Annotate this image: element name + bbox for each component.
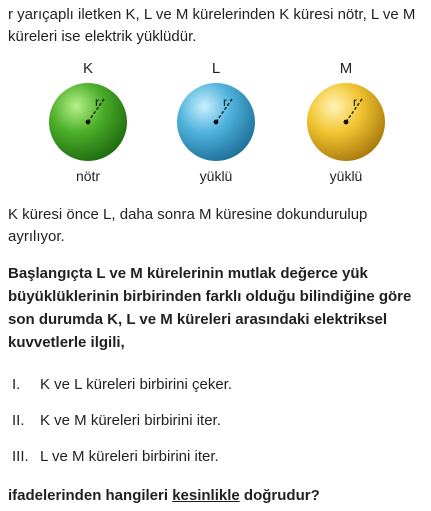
sphere-l	[176, 82, 256, 162]
final-question	[8, 487, 320, 504]
sphere-k-caption: nötr	[75, 168, 101, 184]
statement-3	[12, 448, 219, 465]
sphere-m-label: M	[339, 60, 353, 77]
statement-1-text: K ve L küreleri birbirini çeker.	[40, 376, 233, 393]
statement-1-number: I.	[12, 376, 21, 393]
question-text: Başlangıçta L ve M kürelerinin mutlak değerce yük büyüklüklerinin birbirinden farklı olduğu bilindiğine göre son durumda K, L ve M küreleri arasındaki elektriksel kuvvetlerle ilgili,	[8, 265, 412, 351]
process-text: K küresi önce L, daha sonra M küresine dokundurulup ayrılıyor.	[8, 206, 368, 245]
final-question-end: doğrudur?	[239, 487, 320, 504]
final-question-start: ifadelerinden hangileri	[8, 487, 173, 504]
statement-3-text: L ve M küreleri birbirini iter.	[40, 448, 219, 465]
statement-2-number: II.	[12, 412, 25, 429]
sphere-l-radius: r	[223, 95, 227, 109]
statement-2-text: K ve M küreleri birbirini iter.	[40, 412, 221, 429]
sphere-m	[306, 82, 386, 162]
statement-1	[12, 376, 232, 393]
sphere-m-caption: yüklü	[329, 168, 363, 184]
sphere-k-radius: r	[95, 95, 99, 109]
sphere-k	[48, 82, 128, 162]
final-question-emphasis: kesinlikle	[172, 487, 240, 504]
sphere-l-caption: yüklü	[199, 168, 233, 184]
statement-2	[12, 412, 221, 429]
sphere-m-radius: r	[353, 95, 357, 109]
sphere-l-label: L	[211, 60, 221, 77]
intro-text: r yarıçaplı iletken K, L ve M kürelerinden K küresi nötr, L ve M küreleri ise elektrik yüklüdür.	[8, 6, 416, 45]
statement-3-number: III.	[12, 448, 29, 465]
sphere-k-label: K	[82, 60, 93, 77]
